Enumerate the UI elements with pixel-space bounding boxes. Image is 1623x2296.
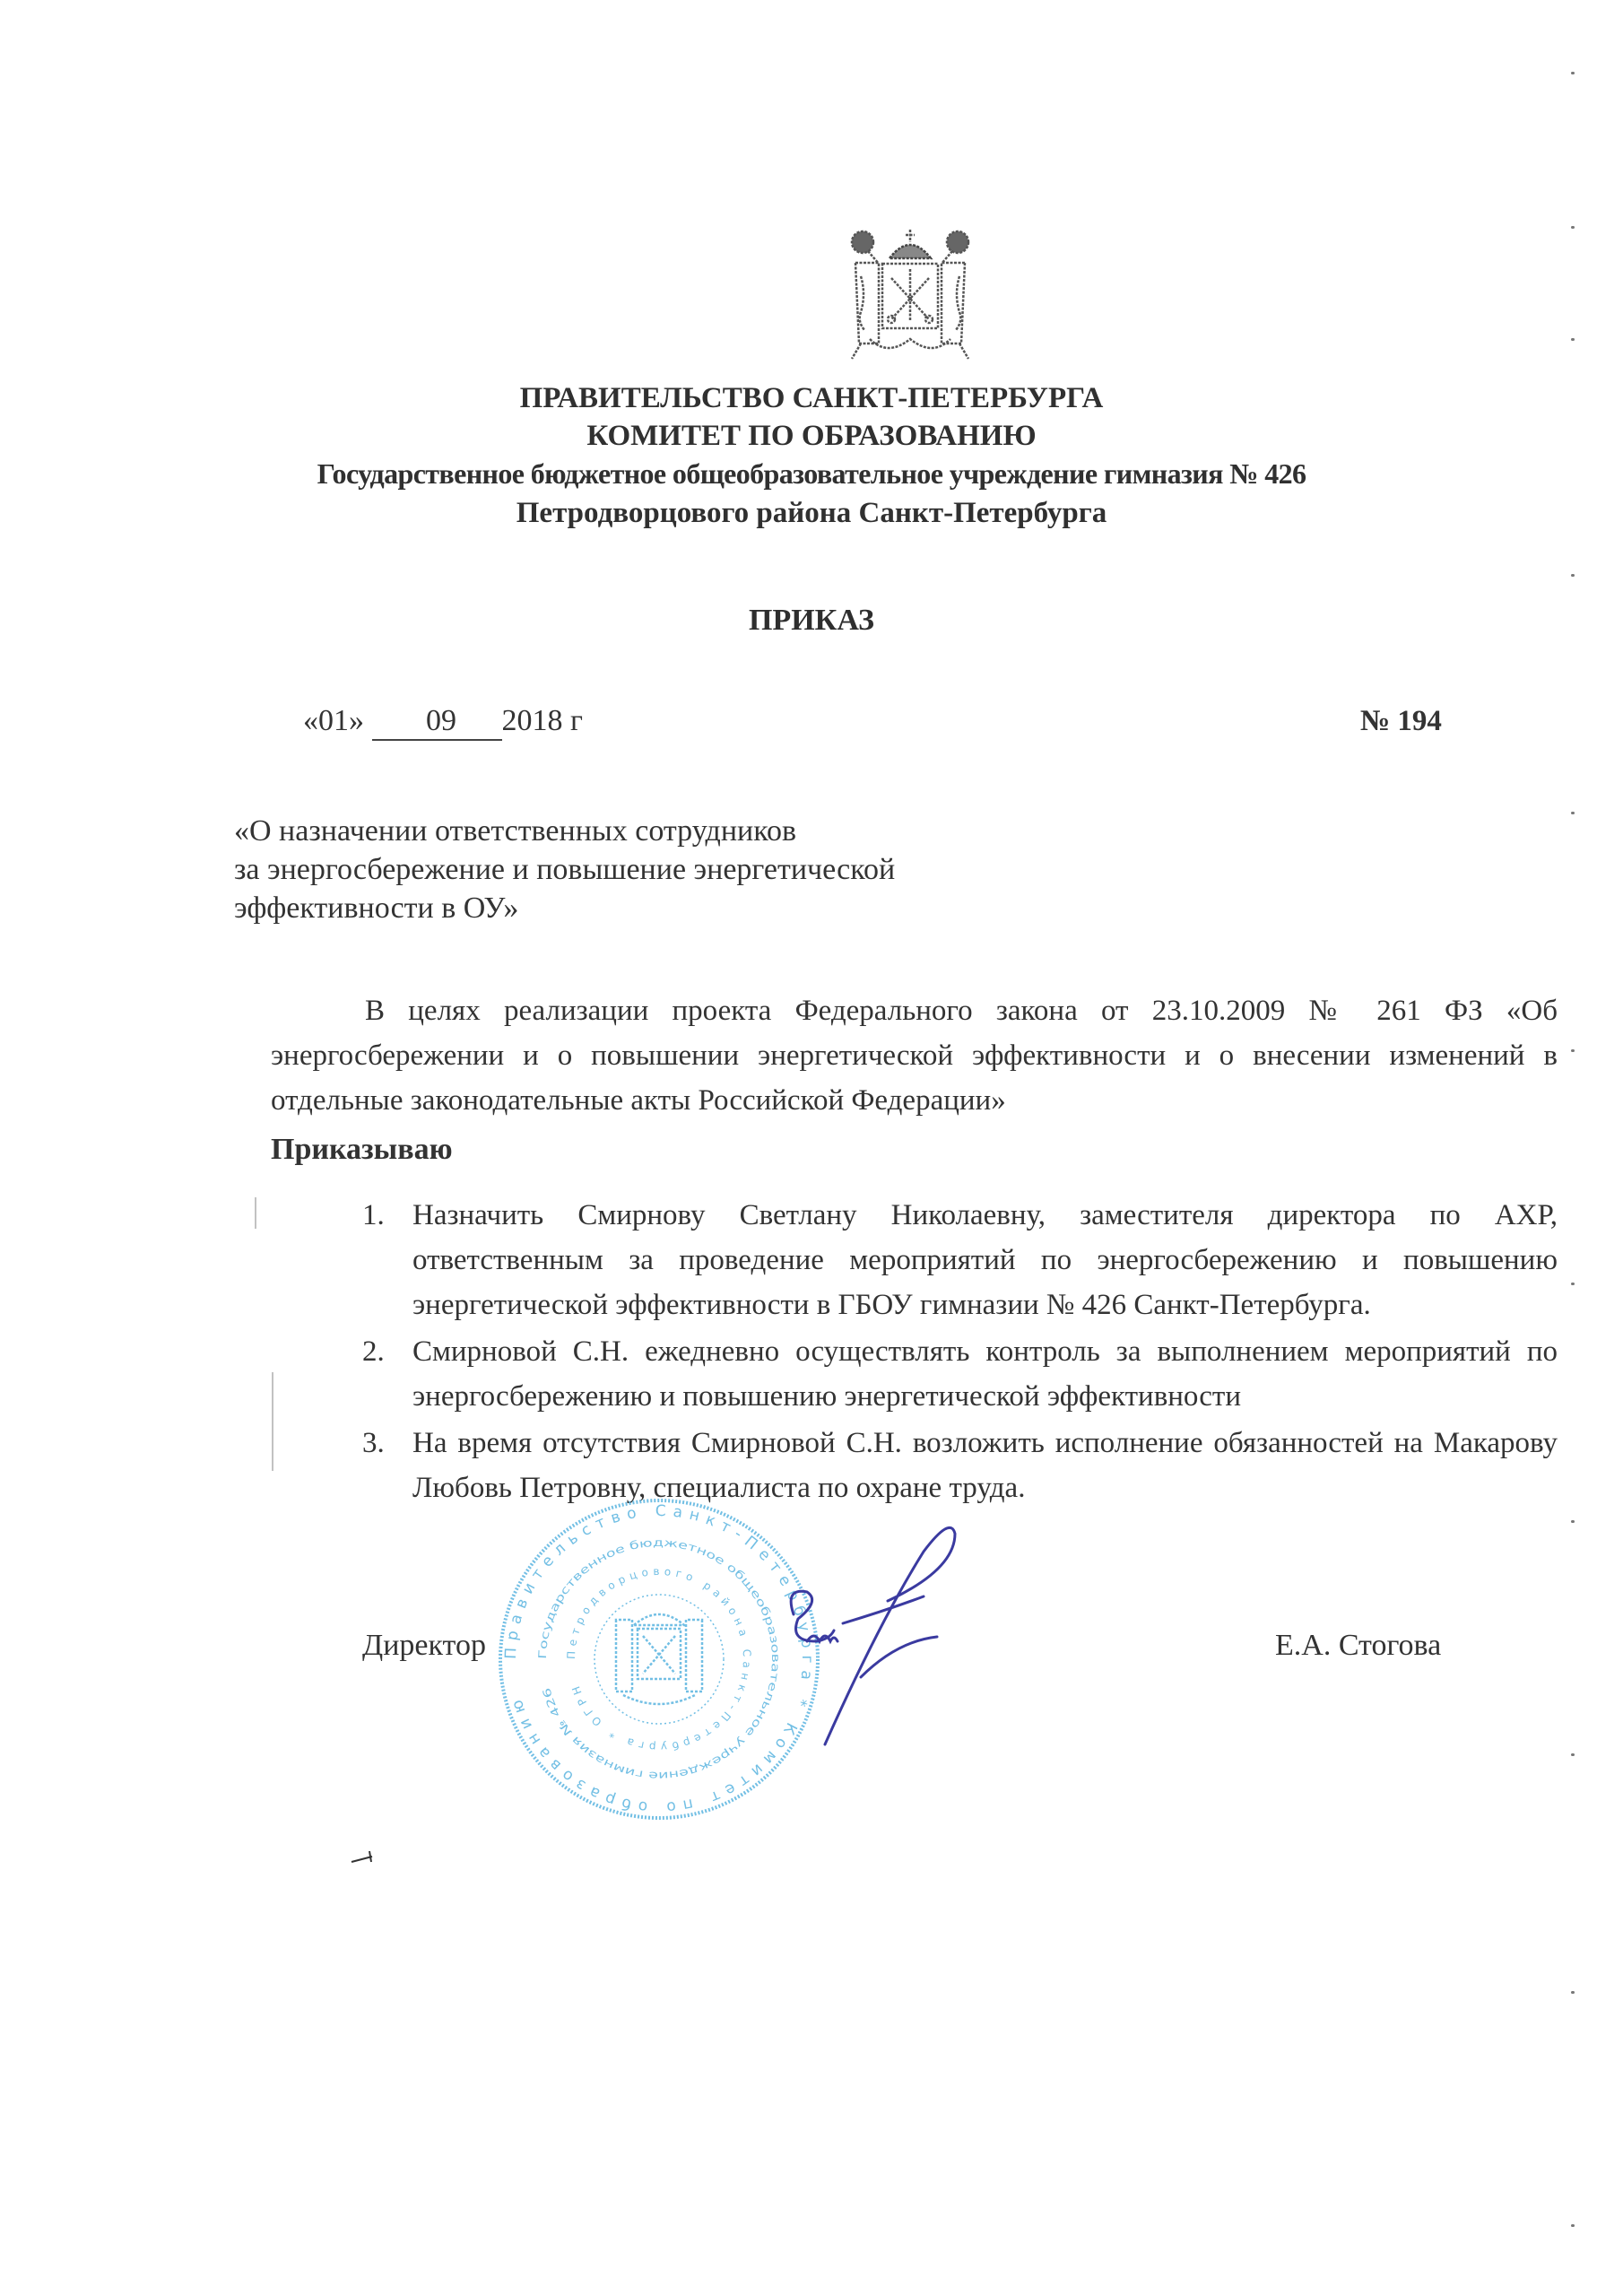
signatory-name: Е.А. Стогова [1275, 1629, 1442, 1662]
scan-speck-icon [1571, 1753, 1575, 1756]
scan-speck-icon [1571, 574, 1575, 577]
item-text: Смирновой С.Н. ежедневно осуществлять контроль за выполнением мероприятий по энергосбережению и повышению энергетической эффективности [412, 1335, 1558, 1413]
scan-speck-icon [1571, 72, 1575, 74]
item-number: 3. [362, 1427, 385, 1459]
scan-speck-icon [1571, 1991, 1575, 1994]
order-word: Приказываю [271, 1133, 453, 1166]
item-number: 2. [362, 1335, 385, 1368]
header-institution: Государственное бюджетное общеобразовательное учреждение гимназия № 426 [317, 457, 1306, 490]
coat-of-arms-icon [843, 222, 977, 366]
date-day: «01» [303, 704, 364, 737]
document-type: ПРИКАЗ [749, 604, 874, 637]
subject-line: за энергосбережение и повышение энергетической [234, 853, 896, 886]
document-number: № 194 [1360, 705, 1442, 737]
scan-speck-icon [1571, 2224, 1575, 2227]
handwritten-signature-icon [789, 1516, 968, 1767]
stamp-inner-text-content: Петродворцового района Санкт-Петербурга * ОГРН [564, 1564, 754, 1754]
scan-speck-icon [1571, 1049, 1575, 1052]
item-number: 1. [362, 1199, 385, 1231]
subject-line: «О назначении ответственных сотрудников [234, 814, 797, 848]
stamp-outer-text-content: Правительство Санкт-Петербурга * Комитет по образованию [501, 1501, 817, 1817]
document-date [303, 703, 583, 741]
stamp-outer-text [502, 1502, 816, 1816]
scan-speck-icon [1571, 226, 1575, 229]
scan-speck-icon [1571, 338, 1575, 341]
scan-margin-mark-icon [272, 1372, 273, 1471]
header-district: Петродворцового района Санкт-Петербурга [516, 497, 1107, 529]
document-subject [234, 812, 895, 927]
date-underline [466, 703, 502, 741]
order-item [362, 1329, 1558, 1419]
order-item [362, 1421, 1558, 1510]
scan-mark-icon [350, 1849, 395, 1872]
order-item [362, 1193, 1558, 1327]
item-text: Назначить Смирнову Светлану Николаевну, заместителя директора по АХР, ответственным за проведение мероприятий по энергосбережению и повышению энергетической эффективности в ГБОУ гимназии № 426 Санкт-Петербурга. [412, 1199, 1558, 1321]
scan-speck-icon [1571, 1283, 1575, 1285]
subject-line: эффективности в ОУ» [234, 891, 519, 925]
official-stamp-icon [498, 1498, 820, 1821]
scan-speck-icon [1571, 1520, 1575, 1523]
date-year: 2018 г [501, 704, 583, 737]
scan-speck-icon [1571, 812, 1575, 814]
preamble: В целях реализации проекта Федерального закона от 23.10.2009 № 261 ФЗ «Об энергосбережении и о повышении энергетической эффективности и о внесении изменений в отдельные законодательные акты Российской Федерации» [271, 995, 1558, 1117]
signatory-position: Директор [362, 1629, 486, 1662]
date-month: 09 [426, 704, 456, 737]
item-text: На время отсутствия Смирновой С.Н. возложить исполнение обязанностей на Макарову Любовь Петровну, специалиста по охране труда. [412, 1427, 1558, 1504]
stamp-middle-text-content: Государственное бюджетное общеобразовательное учреждение гимназия № 426 [535, 1535, 783, 1783]
scan-margin-mark-icon [255, 1197, 256, 1229]
date-month-field [372, 703, 466, 741]
order-items [362, 1193, 1558, 1512]
header-government: ПРАВИТЕЛЬСТВО САНКТ-ПЕТЕРБУРГА [519, 382, 1104, 414]
header-committee: КОМИТЕТ ПО ОБРАЗОВАНИЮ [586, 420, 1037, 452]
stamp-inner-text [565, 1565, 753, 1753]
